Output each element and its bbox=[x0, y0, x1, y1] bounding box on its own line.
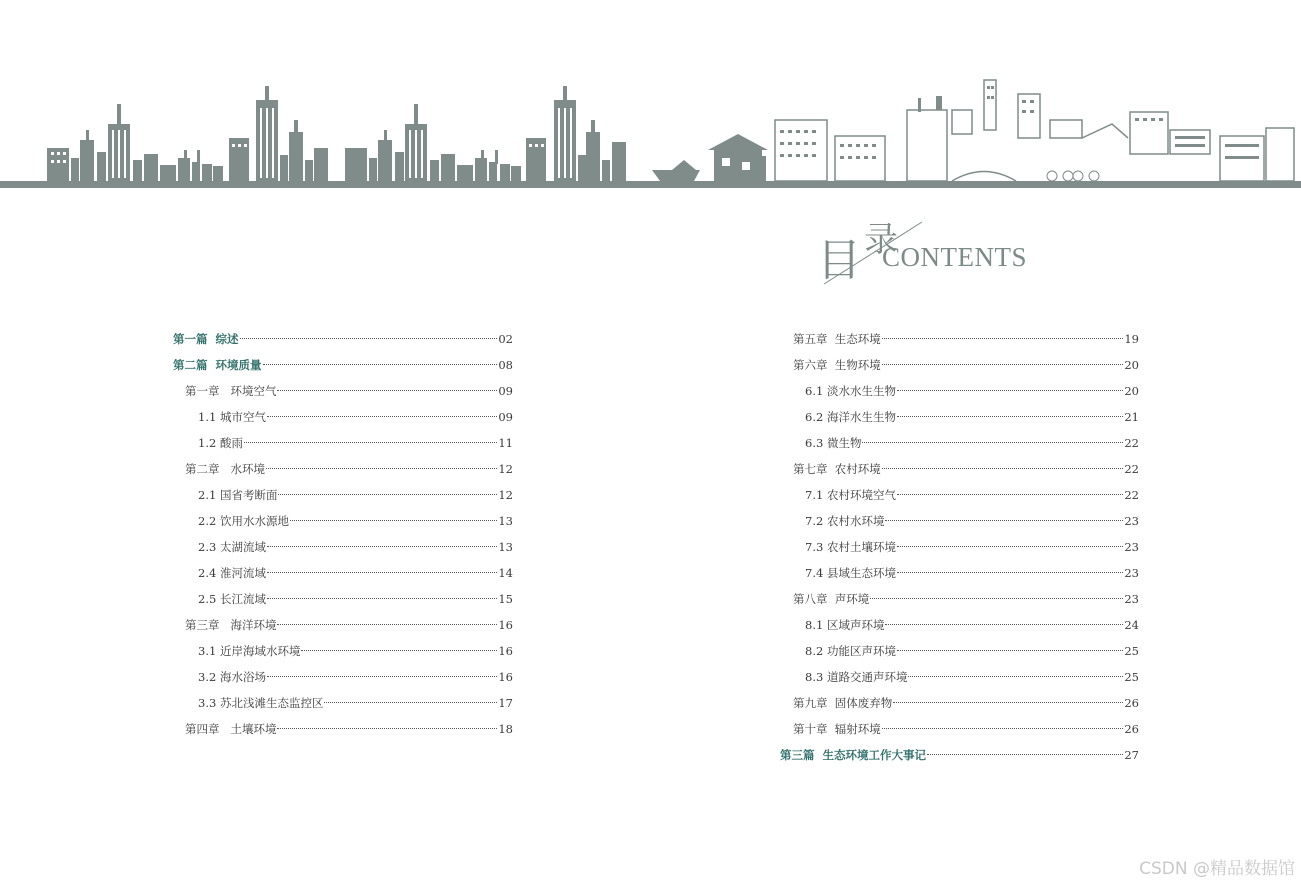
toc-entry-page: 13 bbox=[498, 514, 513, 528]
toc-leader-dots bbox=[277, 728, 497, 729]
toc-entry[interactable] bbox=[780, 508, 1139, 534]
toc-entry-page: 13 bbox=[498, 540, 513, 554]
title-en: CONTENTS bbox=[882, 242, 1027, 272]
toc-entry-label: 8.3 道路交通声环境 bbox=[805, 670, 908, 684]
toc-entry[interactable] bbox=[173, 586, 513, 612]
toc-entry[interactable] bbox=[173, 534, 513, 560]
toc-entry[interactable] bbox=[173, 378, 513, 404]
toc-entry-page: 09 bbox=[498, 384, 513, 398]
title-cn-1: 目 bbox=[817, 235, 861, 286]
contents-title bbox=[812, 212, 1042, 292]
toc-entry-page: 20 bbox=[1124, 384, 1139, 398]
toc-entry[interactable] bbox=[780, 690, 1139, 716]
toc-leader-dots bbox=[897, 650, 1123, 651]
toc-entry[interactable] bbox=[173, 326, 513, 352]
toc-entry[interactable] bbox=[780, 664, 1139, 690]
toc-entry-label: 7.4 县域生态环境 bbox=[805, 566, 896, 580]
toc-entry-label: 7.2 农村水环境 bbox=[805, 514, 885, 528]
toc-leader-dots bbox=[882, 728, 1124, 729]
toc-entry-label: 第五章 生态环境 bbox=[793, 332, 881, 346]
toc-entry-label: 2.2 饮用水水源地 bbox=[198, 514, 289, 528]
toc-entry[interactable] bbox=[173, 716, 513, 742]
toc-entry[interactable] bbox=[780, 352, 1139, 378]
toc-leader-dots bbox=[897, 572, 1123, 573]
toc-leader-dots bbox=[882, 338, 1124, 339]
toc-entry-page: 20 bbox=[1124, 358, 1139, 372]
toc-entry-label: 8.1 区域声环境 bbox=[805, 618, 885, 632]
toc-leader-dots bbox=[266, 468, 497, 469]
toc-entry-label: 1.2 酸雨 bbox=[198, 436, 243, 450]
toc-entry[interactable] bbox=[780, 638, 1139, 664]
toc-entry-page: 27 bbox=[1124, 748, 1139, 762]
toc-leader-dots bbox=[897, 416, 1123, 417]
toc-entry-label: 8.2 功能区声环境 bbox=[805, 644, 896, 658]
toc-entry-page: 22 bbox=[1124, 488, 1139, 502]
toc-entry-label: 第一篇 综述 bbox=[173, 332, 239, 346]
toc-entry-label: 2.1 国省考断面 bbox=[198, 488, 278, 502]
toc-leader-dots bbox=[897, 494, 1123, 495]
toc-entry-label: 第三章 海洋环境 bbox=[185, 618, 277, 632]
toc-entry[interactable] bbox=[780, 430, 1139, 456]
toc-entry[interactable] bbox=[173, 690, 513, 716]
title-cn-2: 录 bbox=[864, 220, 898, 260]
toc-entry-page: 16 bbox=[498, 618, 513, 632]
toc-entry[interactable] bbox=[173, 508, 513, 534]
toc-entry-label: 第三篇 生态环境工作大事记 bbox=[780, 748, 927, 762]
toc-leader-dots bbox=[263, 364, 498, 365]
toc-entry-label: 第九章 固体废弃物 bbox=[793, 696, 893, 710]
toc-leader-dots bbox=[267, 546, 497, 547]
toc-leader-dots bbox=[897, 546, 1123, 547]
toc-entry-page: 15 bbox=[498, 592, 513, 606]
toc-leader-dots bbox=[267, 598, 497, 599]
toc-leader-dots bbox=[862, 442, 1123, 443]
toc-entry[interactable] bbox=[173, 404, 513, 430]
toc-leader-dots bbox=[885, 624, 1123, 625]
toc-leader-dots bbox=[240, 338, 498, 339]
toc-leader-dots bbox=[882, 468, 1124, 469]
toc-leader-dots bbox=[301, 650, 497, 651]
toc-entry-page: 22 bbox=[1124, 436, 1139, 450]
watermark: CSDN @精品数据馆 bbox=[1139, 859, 1295, 879]
toc-entry-page: 12 bbox=[498, 488, 513, 502]
toc-leader-dots bbox=[278, 494, 497, 495]
toc-entry[interactable] bbox=[780, 560, 1139, 586]
toc-leader-dots bbox=[267, 676, 497, 677]
toc-entry-label: 3.1 近岸海域水环境 bbox=[198, 644, 301, 658]
toc-entry-page: 21 bbox=[1124, 410, 1139, 424]
toc-entry-label: 3.2 海水浴场 bbox=[198, 670, 266, 684]
toc-entry-label: 2.5 长江流域 bbox=[198, 592, 266, 606]
toc-entry[interactable] bbox=[780, 586, 1139, 612]
toc-entry-label: 1.1 城市空气 bbox=[198, 410, 266, 424]
toc-entry-page: 24 bbox=[1124, 618, 1139, 632]
toc-entry-label: 第四章 土壤环境 bbox=[185, 722, 277, 736]
toc-entry[interactable] bbox=[173, 430, 513, 456]
toc-entry[interactable] bbox=[173, 638, 513, 664]
toc-leader-dots bbox=[882, 364, 1124, 365]
toc-entry-label: 3.3 苏北浅滩生态监控区 bbox=[198, 696, 324, 710]
city-skyline-illustration bbox=[0, 0, 1301, 195]
toc-entry[interactable] bbox=[780, 534, 1139, 560]
toc-leader-dots bbox=[324, 702, 497, 703]
toc-leader-dots bbox=[244, 442, 497, 443]
toc-entry-page: 12 bbox=[498, 462, 513, 476]
toc-entry-page: 08 bbox=[498, 358, 513, 372]
toc-entry-label: 第一章 环境空气 bbox=[185, 384, 277, 398]
toc-leader-dots bbox=[267, 572, 497, 573]
toc-left-column bbox=[173, 326, 513, 742]
toc-entry[interactable] bbox=[780, 716, 1139, 742]
toc-right-column bbox=[780, 326, 1139, 768]
toc-entry-page: 16 bbox=[498, 644, 513, 658]
toc-entry-label: 第十章 辐射环境 bbox=[793, 722, 881, 736]
toc-leader-dots bbox=[277, 624, 497, 625]
toc-entry-page: 09 bbox=[498, 410, 513, 424]
toc-leader-dots bbox=[870, 598, 1123, 599]
toc-entry-page: 17 bbox=[498, 696, 513, 710]
toc-entry-label: 2.4 淮河流域 bbox=[198, 566, 266, 580]
toc-entry-page: 16 bbox=[498, 670, 513, 684]
toc-entry-label: 第二章 水环境 bbox=[185, 462, 265, 476]
toc-entry[interactable] bbox=[780, 482, 1139, 508]
toc-leader-dots bbox=[897, 390, 1123, 391]
toc-leader-dots bbox=[885, 520, 1123, 521]
toc-entry-page: 26 bbox=[1124, 696, 1139, 710]
toc-entry-page: 14 bbox=[498, 566, 513, 580]
toc-entry-page: 19 bbox=[1124, 332, 1139, 346]
toc-entry[interactable] bbox=[173, 664, 513, 690]
toc-entry-page: 25 bbox=[1124, 644, 1139, 658]
toc-entry[interactable] bbox=[780, 742, 1139, 768]
toc-entry[interactable] bbox=[780, 326, 1139, 352]
toc-entry-page: 02 bbox=[498, 332, 513, 346]
toc-entry-label: 第八章 声环境 bbox=[793, 592, 870, 606]
toc-entry-label: 6.1 淡水水生生物 bbox=[805, 384, 896, 398]
toc-leader-dots bbox=[290, 520, 497, 521]
toc-entry[interactable] bbox=[780, 404, 1139, 430]
toc-entry[interactable] bbox=[780, 612, 1139, 638]
toc-entry-page: 22 bbox=[1124, 462, 1139, 476]
toc-entry[interactable] bbox=[780, 378, 1139, 404]
toc-entry-label: 7.3 农村土壤环境 bbox=[805, 540, 896, 554]
toc-entry-label: 7.1 农村环境空气 bbox=[805, 488, 896, 502]
toc-entry-page: 23 bbox=[1124, 566, 1139, 580]
toc-entry[interactable] bbox=[173, 560, 513, 586]
toc-entry[interactable] bbox=[173, 612, 513, 638]
toc-entry-page: 23 bbox=[1124, 592, 1139, 606]
toc-entry-label: 第二篇 环境质量 bbox=[173, 358, 262, 372]
toc-entry[interactable] bbox=[780, 456, 1139, 482]
toc-entry-page: 25 bbox=[1124, 670, 1139, 684]
toc-leader-dots bbox=[277, 390, 497, 391]
toc-leader-dots bbox=[893, 702, 1123, 703]
toc-entry-label: 第六章 生物环境 bbox=[793, 358, 881, 372]
toc-leader-dots bbox=[908, 676, 1123, 677]
toc-entry[interactable] bbox=[173, 456, 513, 482]
toc-entry-label: 2.3 太湖流域 bbox=[198, 540, 266, 554]
toc-entry-label: 第七章 农村环境 bbox=[793, 462, 881, 476]
toc-entry-label: 6.2 海洋水生生物 bbox=[805, 410, 896, 424]
toc-entry[interactable] bbox=[173, 482, 513, 508]
toc-leader-dots bbox=[267, 416, 497, 417]
toc-entry-page: 23 bbox=[1124, 514, 1139, 528]
toc-entry-page: 26 bbox=[1124, 722, 1139, 736]
toc-entry-label: 6.3 微生物 bbox=[805, 436, 862, 450]
toc-entry[interactable] bbox=[173, 352, 513, 378]
toc-entry-page: 18 bbox=[498, 722, 513, 736]
toc-entry-page: 23 bbox=[1124, 540, 1139, 554]
toc-leader-dots bbox=[927, 754, 1123, 755]
toc-entry-page: 11 bbox=[498, 436, 513, 450]
